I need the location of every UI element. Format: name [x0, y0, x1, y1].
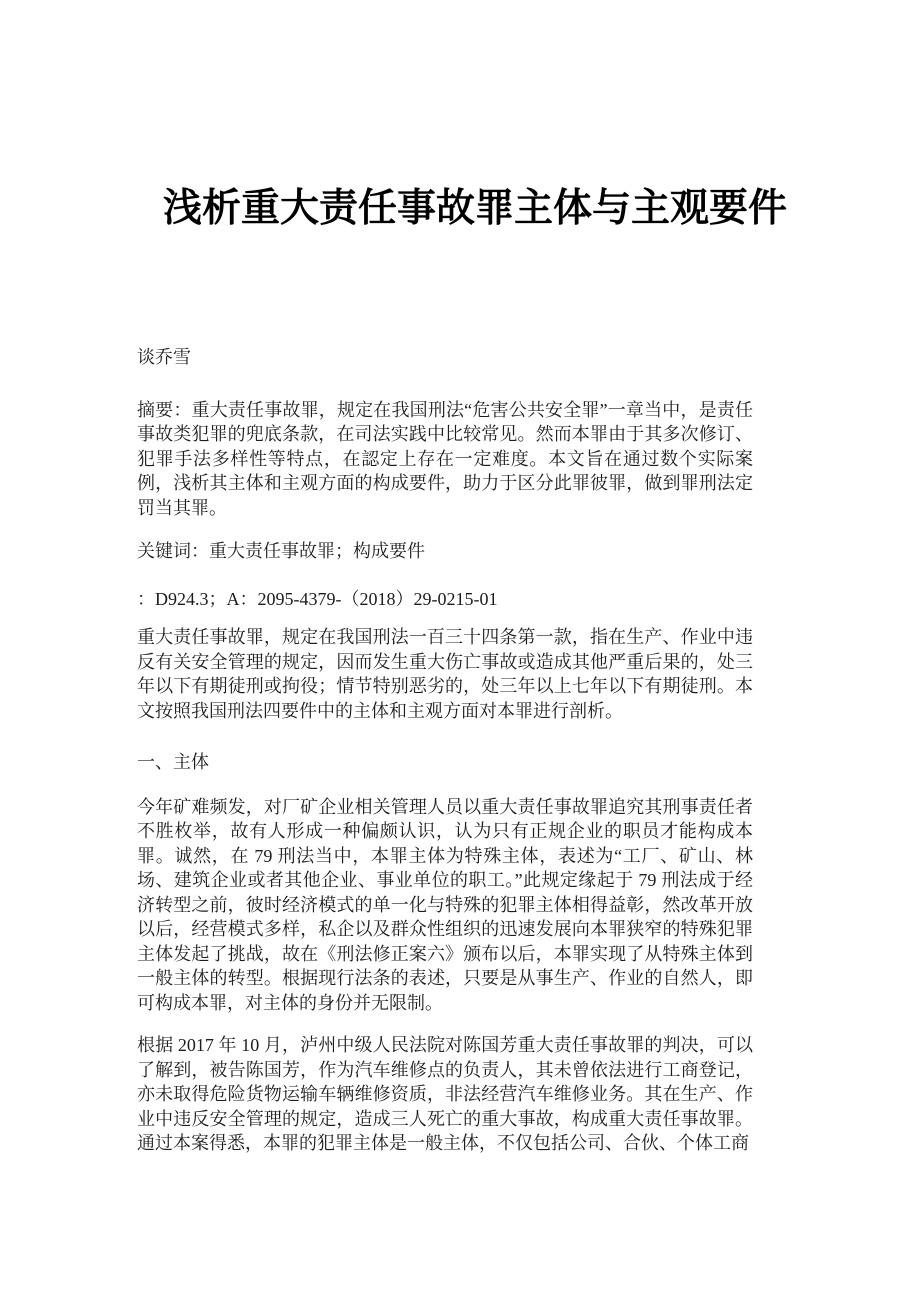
page-title: 浅析重大责任事故罪主体与主观要件	[163, 187, 788, 230]
section-heading-subject: 一、主体	[137, 752, 209, 772]
abstract-text: 摘要：重大责任事故罪，规定在我国刑法“危害公共安全罪”一章当中，是责任事故类犯罪的兜底条款，在司法实践中比较常见。然而本罪由于其多次修订、犯罪手法多样性等特点，在認定上存在一定难度。本文旨在通过数个实际案例，浅析其主体和主观方面的构成要件，助力于区分此罪彼罪，做到罪刑法定罚当其罪。	[137, 399, 753, 518]
section-paragraph: 根据 2017 年 10 月，泸州中级人民法院对陈国芳重大责任事故罪的判决，可以了解到，被告陈国芳，作为汽车维修点的负责人，其未曾依法进行工商登记，亦未取得危险货物运输车辆维修资质，非法经营汽车维修业务。其在生产、作业中违反安全管理的规定，造成三人死亡的重大事故，构成重大责任事故罪。通过本案得悉，本罪的犯罪主体是一般主体，不仅包括公司、合伙、个体工商	[137, 1035, 753, 1153]
author-name: 谈乔雪	[137, 347, 191, 367]
intro-paragraph: 重大责任事故罪，规定在我国刑法一百三十四条第一款，指在生产、作业中违反有关安全管理的规定，因而发生重大伤亡事故或造成其他严重后果的，处三年以下有期徒刑或拘役；情节特别恶劣的，处三年以上七年以下有期徒刑。本文按照我国刑法四要件中的主体和主观方面对本罪进行剖析。	[137, 627, 753, 721]
section-paragraph: 今年矿难频发，对厂矿企业相关管理人员以重大责任事故罪追究其刑事责任者不胜枚举，故有人形成一种偏颇认识，认为只有正规企业的职员才能构成本罪。诚然，在 79 刑法当中，本罪主体为特殊主体，表述为“工厂、矿山、林场、建筑企业或者其他企业、事业单位的职工。”此规定缘起于 79 刑法成于经济转型之前，彼时经济模式的单一化与特殊的犯罪主体相得益彰，然改革开放以后，经营模式多样，私企以及群众性组织的迅速发展向本罪狭窄的特殊犯罪主体发起了挑战，故在《刑法修正案六》颁布以后，本罪实现了从特殊主体到一般主体的转型。根据现行法条的表述，只要是从事生产、作业的自然人，即可构成本罪，对主体的身份并无限制。	[137, 796, 753, 1013]
classification-line: ：D924.3；A：2095-4379-（2018）29-0215-01	[137, 588, 498, 609]
keywords-line: 关键词：重大责任事故罪；构成要件	[137, 541, 425, 561]
